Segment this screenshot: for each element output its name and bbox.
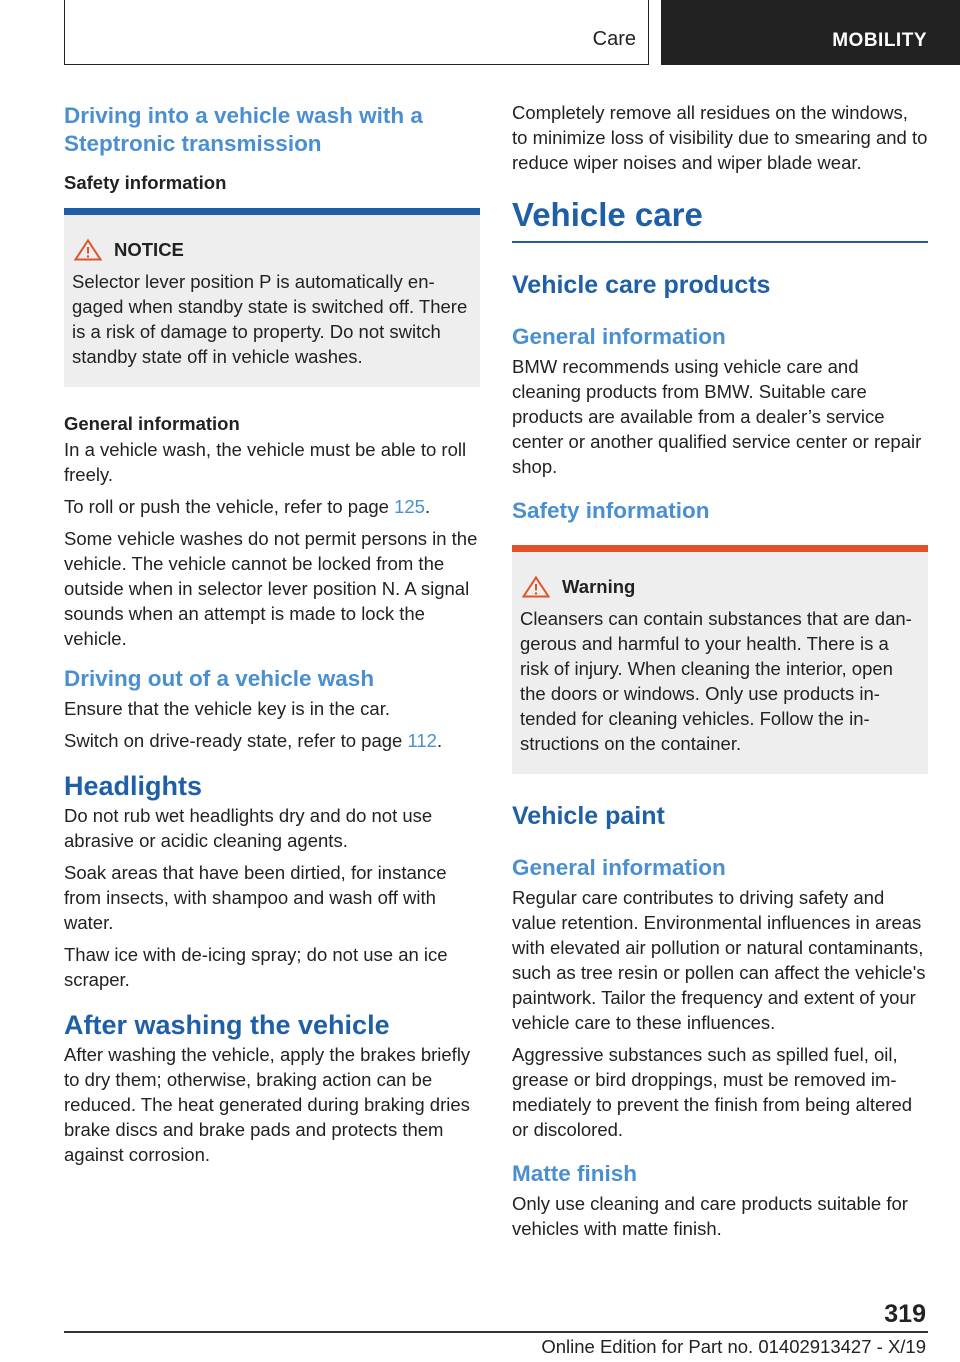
driving-out-paragraph-2: [64, 728, 480, 753]
notice-label: NOTICE: [114, 239, 184, 260]
warning-triangle-icon: [522, 576, 550, 598]
notice-text: Selector lever position P is automatically engaged when standby state is switched off. There is a risk of damage to property. Do not switch standby state off in vehicle washes.: [72, 271, 468, 367]
page-link-125[interactable]: 125: [394, 496, 425, 517]
windows-paragraph: Completely remove all residues on the windows, to minimize loss of visibility due to smearing and to reduce wiper noises and wiper blade wear.: [512, 102, 928, 173]
headlights-paragraph-1: Do not rub wet headlights dry and do not use abrasive or acidic cleaning agents.: [64, 805, 433, 851]
vehicle-care-products-heading: Vehicle care products: [512, 270, 771, 299]
after-washing-paragraph: After washing the vehicle, apply the brakes briefly to dry them; otherwise, braking action can be reduced. The heat generated during braking dries brake discs and brake pads and protects them against corrosion.: [64, 1044, 471, 1165]
products-general-heading: General information: [512, 323, 726, 349]
driving-out-paragraph-2-text: Switch on drive-ready state, refer to page: [64, 730, 408, 751]
safety-info-heading: Safety information: [64, 172, 227, 193]
warning-header: [520, 576, 920, 598]
notice-top-bar: [64, 208, 480, 215]
general-info-paragraph-2-text: To roll or push the vehicle, refer to page: [64, 496, 395, 517]
left-column: [64, 100, 480, 1174]
header-section-tab: [64, 0, 649, 65]
general-info-heading: General information: [64, 413, 240, 434]
matte-finish-paragraph: Only use cleaning and care products suitable for vehicles with matte finish.: [512, 1192, 908, 1239]
page-link-112[interactable]: 112: [407, 730, 437, 751]
after-washing-heading: After washing the vehicle: [64, 1010, 390, 1040]
headlights-paragraph-2: Soak areas that have been dirtied, for instance from insects, with shampoo and wash off with water.: [64, 862, 447, 933]
warning-text: Cleansers can contain substances that are dangerous and harmful to your health. There is a risk of injury. When cleaning the interior, open the doors or windows. Only use products intended for cleaning vehicles. Follow the instructions on the container.: [520, 607, 912, 754]
warning-box: [512, 552, 928, 774]
general-info-paragraph-3: Some vehicle washes do not permit persons in the vehicle. The vehicle cannot be locked from the outside when in selector lever position N. A signal sounds when an attempt is made to lock the vehicle.: [64, 528, 478, 649]
footer-rule: [64, 1331, 928, 1333]
vehicle-care-heading: Vehicle care: [512, 196, 703, 233]
vehicle-paint-heading: Vehicle paint: [512, 801, 665, 830]
footer-edition-text: Online Edition for Part no. 01402913427 - X/19: [541, 1336, 926, 1357]
page-number: 319: [884, 1300, 926, 1328]
driving-out-paragraph-2-suffix: .: [436, 730, 443, 751]
paint-general-heading: General information: [512, 854, 726, 880]
driving-out-heading: Driving out of a vehicle wash: [64, 666, 375, 691]
notice-box: [64, 215, 480, 387]
driving-out-paragraph-1: Ensure that the vehicle key is in the car.: [64, 698, 390, 719]
right-column: [512, 100, 928, 1248]
warning-triangle-icon: [74, 239, 102, 261]
warning-label: Warning: [562, 575, 636, 597]
header-chapter-label: MOBILITY: [832, 30, 927, 51]
products-safety-heading: Safety information: [512, 497, 710, 523]
general-info-paragraph-2-suffix: .: [424, 496, 431, 517]
general-info-paragraph-2: [64, 494, 480, 519]
general-info-paragraph-1: In a vehicle wash, the vehicle must be able to roll freely.: [64, 439, 467, 485]
paint-paragraph-1: Regular care contributes to driving safety and value retention. Environmental influences in areas with elevated air pollution or natural contaminants, such as tree resin or pollen can affect the vehicle's paintwork. Tailor the frequency and extent of your vehicle care to these influences.: [512, 886, 926, 1033]
headlights-paragraph-3: Thaw ice with de-icing spray; do not use an ice scraper.: [64, 944, 448, 990]
products-general-paragraph: BMW recommends using vehicle care and cleaning products from BMW. Suitable care products are available from a dealer’s service center or another qualified service center or repair shop.: [512, 355, 922, 477]
headlights-heading: Headlights: [64, 771, 203, 801]
paint-paragraph-2: Aggressive substances such as spilled fuel, oil, grease or bird droppings, must be removed immediately to prevent the finish from being altered or discolored.: [512, 1043, 913, 1140]
warning-top-bar: [512, 545, 928, 552]
matte-finish-heading: Matte finish: [512, 1160, 638, 1186]
vehicle-care-rule: [512, 241, 928, 243]
section-title-vehicle-wash: Driving into a vehicle wash with a Steptronic transmission: [64, 103, 423, 156]
header-section-label: Care: [592, 28, 636, 50]
header-chapter-tab: [661, 0, 960, 65]
notice-header: [72, 239, 472, 261]
